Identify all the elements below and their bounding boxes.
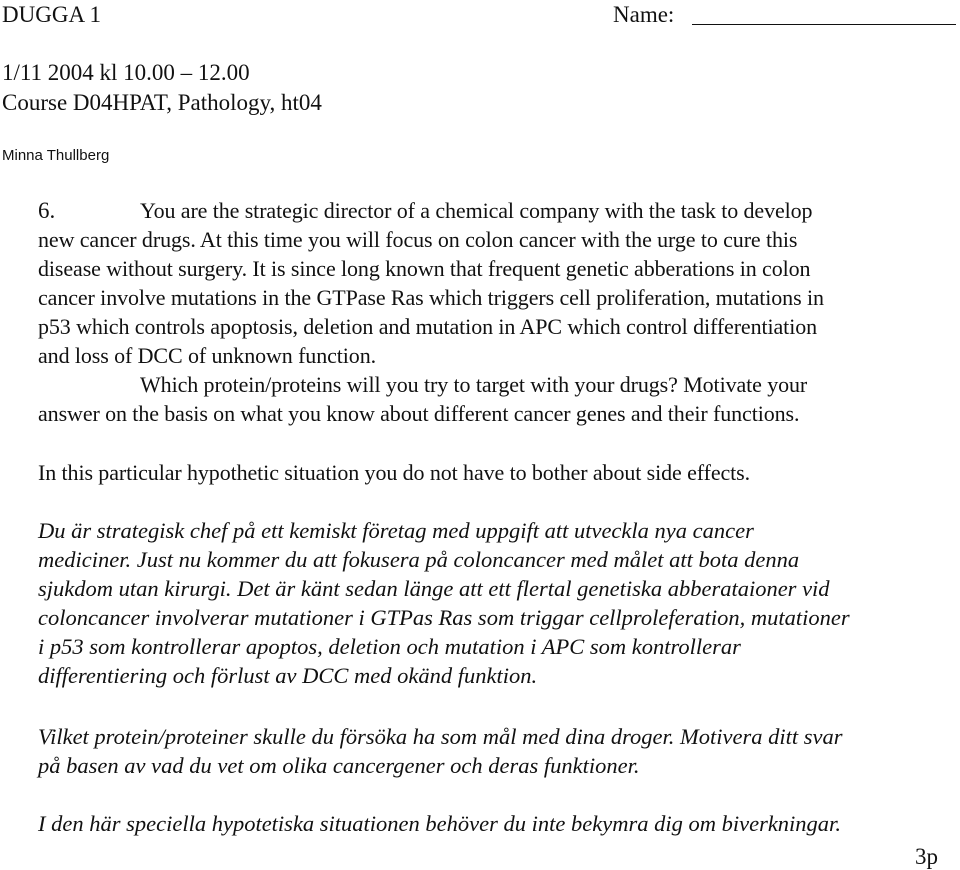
english-text-line: new cancer drugs. At this time you will focus on colon cancer with the urge to cure this [38, 227, 798, 252]
english-question-line: answer on the basis on what you know about different cancer genes and their functions. [38, 401, 800, 426]
english-side-effects-note: In this particular hypothetic situation you do not have to bother about side effects. [38, 460, 751, 485]
swedish-text-line: mediciner. Just nu kommer du att fokusera på coloncancer med målet att bota denna [38, 547, 800, 572]
question-number: 6. [38, 198, 56, 223]
course-title: Course D04HPAT, Pathology, ht04 [2, 90, 322, 115]
name-field-line[interactable] [692, 24, 956, 25]
name-label: Name: [613, 2, 675, 27]
swedish-text-line: Du är strategisk chef på ett kemiskt företag med uppgift att utveckla nya cancer [38, 518, 754, 543]
author-name: Minna Thullberg [2, 147, 110, 164]
swedish-text-line: differentiering och förlust av DCC med okänd funktion. [38, 663, 538, 688]
english-text-line: disease without surgery. It is since long known that frequent genetic abberations in colon [38, 256, 811, 281]
exam-date: 1/11 2004 kl 10.00 – 12.00 [2, 60, 250, 85]
swedish-text-line: sjukdom utan kirurgi. Det är känt sedan länge att ett flertal genetiska abberataioner vid [38, 576, 830, 601]
swedish-text-line: coloncancer involverar mutationer i GTPas Ras som triggar cellproleferation, mutationer [38, 605, 850, 630]
exam-title: DUGGA 1 [2, 2, 102, 27]
english-text-line: and loss of DCC of unknown function. [38, 343, 376, 368]
english-question-line: Which protein/proteins will you try to target with your drugs? Motivate your [140, 372, 808, 397]
english-text-line: cancer involve mutations in the GTPase Ras which triggers cell proliferation, mutations in [38, 285, 824, 310]
english-text-line: p53 which controls apoptosis, deletion and mutation in APC which control differentiation [38, 314, 818, 339]
swedish-question-line: Vilket protein/proteiner skulle du försöka ha som mål med dina droger. Motivera ditt svar [38, 724, 843, 749]
swedish-question-line: på basen av vad du vet om olika cancergener och deras funktioner. [38, 753, 640, 778]
english-text-line: You are the strategic director of a chemical company with the task to develop [140, 198, 813, 223]
swedish-side-effects-note: I den här speciella hypotetiska situationen behöver du inte bekymra dig om biverkningar. [38, 811, 841, 836]
question-points: 3p [915, 844, 938, 869]
swedish-text-line: i p53 som kontrollerar apoptos, deletion och mutation i APC som kontrollerar [38, 634, 741, 659]
